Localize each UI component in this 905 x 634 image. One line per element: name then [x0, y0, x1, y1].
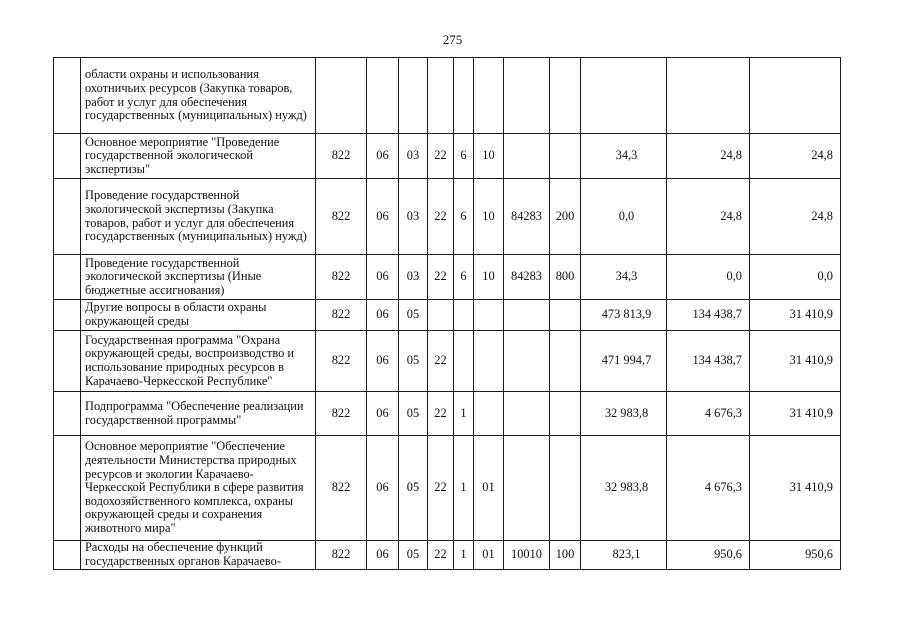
row-number-cell [54, 331, 81, 392]
amount-2-cell [667, 58, 750, 134]
event-cell [474, 392, 504, 436]
expense-type-cell [550, 331, 581, 392]
subsection-cell: 05 [399, 392, 428, 436]
subprogram-cell [454, 58, 474, 134]
item-name-cell: Государственная программа "Охрана окружающей среды, воспроизводство и использование природных ресурсов в Карачаево-Черкесской Республике" [81, 331, 316, 392]
expense-type-cell [550, 436, 581, 541]
item-name-cell: области охраны и использования охотничьих ресурсов (Закупка товаров, работ и услуг для обеспечения государственных (муниципальных) нужд) [81, 58, 316, 134]
amount-1-cell [581, 58, 667, 134]
amount-3-cell: 950,6 [750, 541, 841, 570]
subsection-cell: 05 [399, 331, 428, 392]
subprogram-cell: 1 [454, 541, 474, 570]
subprogram-cell: 1 [454, 436, 474, 541]
section-cell: 06 [367, 331, 399, 392]
subsection-cell: 03 [399, 255, 428, 300]
amount-1-cell: 34,3 [581, 134, 667, 179]
item-name-cell: Основное мероприятие "Обеспечение деятельности Министерства природных ресурсов и экологии Карачаево-Черкесской Республики в сфере развития водохозяйственного комплекса, охраны окружающей среды и сохранения животного мира" [81, 436, 316, 541]
subprogram-cell [454, 331, 474, 392]
table-row [54, 392, 841, 436]
program-cell [428, 58, 454, 134]
row-number-cell [54, 134, 81, 179]
amount-2-cell: 950,6 [667, 541, 750, 570]
program-cell [428, 300, 454, 331]
item-name-cell: Проведение государственной экологической экспертизы (Закупка товаров, работ и услуг для обеспечения государственных (муниципальных) нужд) [81, 179, 316, 255]
section-cell: 06 [367, 541, 399, 570]
row-number-cell [54, 179, 81, 255]
section-cell [367, 58, 399, 134]
expense-type-cell [550, 392, 581, 436]
code-cell [316, 58, 367, 134]
expense-type-cell [550, 58, 581, 134]
subprogram-cell: 6 [454, 179, 474, 255]
direction-cell [504, 436, 550, 541]
item-name-cell: Другие вопросы в области охраны окружающей среды [81, 300, 316, 331]
program-cell: 22 [428, 436, 454, 541]
subprogram-cell: 6 [454, 134, 474, 179]
row-number-cell [54, 255, 81, 300]
section-cell: 06 [367, 436, 399, 541]
amount-3-cell: 0,0 [750, 255, 841, 300]
direction-cell [504, 58, 550, 134]
program-cell: 22 [428, 541, 454, 570]
section-cell: 06 [367, 179, 399, 255]
amount-3-cell [750, 58, 841, 134]
amount-2-cell: 24,8 [667, 179, 750, 255]
subprogram-cell: 6 [454, 255, 474, 300]
table-row [54, 436, 841, 541]
amount-1-cell: 32 983,8 [581, 392, 667, 436]
amount-2-cell: 4 676,3 [667, 436, 750, 541]
amount-3-cell: 31 410,9 [750, 331, 841, 392]
item-name-cell: Проведение государственной экологической экспертизы (Иные бюджетные ассигнования) [81, 255, 316, 300]
subsection-cell: 05 [399, 541, 428, 570]
item-name-cell: Расходы на обеспечение функций государственных органов Карачаево- [81, 541, 316, 570]
program-cell: 22 [428, 179, 454, 255]
subsection-cell: 03 [399, 179, 428, 255]
direction-cell [504, 331, 550, 392]
amount-1-cell: 471 994,7 [581, 331, 667, 392]
item-name-cell: Основное мероприятие "Проведение государственной экологической экспертизы" [81, 134, 316, 179]
amount-1-cell: 0,0 [581, 179, 667, 255]
program-cell: 22 [428, 134, 454, 179]
amount-1-cell: 473 813,9 [581, 300, 667, 331]
expense-type-cell: 800 [550, 255, 581, 300]
row-number-cell [54, 541, 81, 570]
budget-table [53, 57, 841, 570]
table-row [54, 179, 841, 255]
section-cell: 06 [367, 300, 399, 331]
amount-3-cell: 24,8 [750, 179, 841, 255]
event-cell [474, 300, 504, 331]
amount-2-cell: 4 676,3 [667, 392, 750, 436]
table-row [54, 331, 841, 392]
amount-1-cell: 32 983,8 [581, 436, 667, 541]
code-cell: 822 [316, 134, 367, 179]
subprogram-cell [454, 300, 474, 331]
direction-cell [504, 134, 550, 179]
amount-1-cell: 823,1 [581, 541, 667, 570]
program-cell: 22 [428, 255, 454, 300]
event-cell: 10 [474, 179, 504, 255]
table-row [54, 134, 841, 179]
table-row [54, 300, 841, 331]
amount-3-cell: 31 410,9 [750, 436, 841, 541]
direction-cell: 10010 [504, 541, 550, 570]
section-cell: 06 [367, 392, 399, 436]
program-cell: 22 [428, 392, 454, 436]
subprogram-cell: 1 [454, 392, 474, 436]
table-row [54, 58, 841, 134]
amount-2-cell: 134 438,7 [667, 300, 750, 331]
amount-3-cell: 31 410,9 [750, 392, 841, 436]
event-cell: 01 [474, 436, 504, 541]
direction-cell [504, 392, 550, 436]
event-cell: 10 [474, 134, 504, 179]
direction-cell: 84283 [504, 255, 550, 300]
page-number: 275 [442, 32, 463, 47]
subsection-cell [399, 58, 428, 134]
section-cell: 06 [367, 255, 399, 300]
direction-cell [504, 300, 550, 331]
amount-1-cell: 34,3 [581, 255, 667, 300]
code-cell: 822 [316, 392, 367, 436]
row-number-cell [54, 300, 81, 331]
program-cell: 22 [428, 331, 454, 392]
direction-cell: 84283 [504, 179, 550, 255]
code-cell: 822 [316, 300, 367, 331]
expense-type-cell [550, 300, 581, 331]
event-cell: 01 [474, 541, 504, 570]
event-cell [474, 58, 504, 134]
amount-2-cell: 134 438,7 [667, 331, 750, 392]
section-cell: 06 [367, 134, 399, 179]
row-number-cell [54, 392, 81, 436]
code-cell: 822 [316, 436, 367, 541]
amount-3-cell: 31 410,9 [750, 300, 841, 331]
subsection-cell: 05 [399, 436, 428, 541]
code-cell: 822 [316, 541, 367, 570]
amount-2-cell: 0,0 [667, 255, 750, 300]
expense-type-cell [550, 134, 581, 179]
subsection-cell: 03 [399, 134, 428, 179]
event-cell [474, 331, 504, 392]
subsection-cell: 05 [399, 300, 428, 331]
event-cell: 10 [474, 255, 504, 300]
code-cell: 822 [316, 179, 367, 255]
code-cell: 822 [316, 331, 367, 392]
table-row [54, 541, 841, 570]
item-name-cell: Подпрограмма "Обеспечение реализации государственной программы" [81, 392, 316, 436]
amount-3-cell: 24,8 [750, 134, 841, 179]
expense-type-cell: 100 [550, 541, 581, 570]
row-number-cell [54, 58, 81, 134]
table-row [54, 255, 841, 300]
code-cell: 822 [316, 255, 367, 300]
row-number-cell [54, 436, 81, 541]
amount-2-cell: 24,8 [667, 134, 750, 179]
expense-type-cell: 200 [550, 179, 581, 255]
